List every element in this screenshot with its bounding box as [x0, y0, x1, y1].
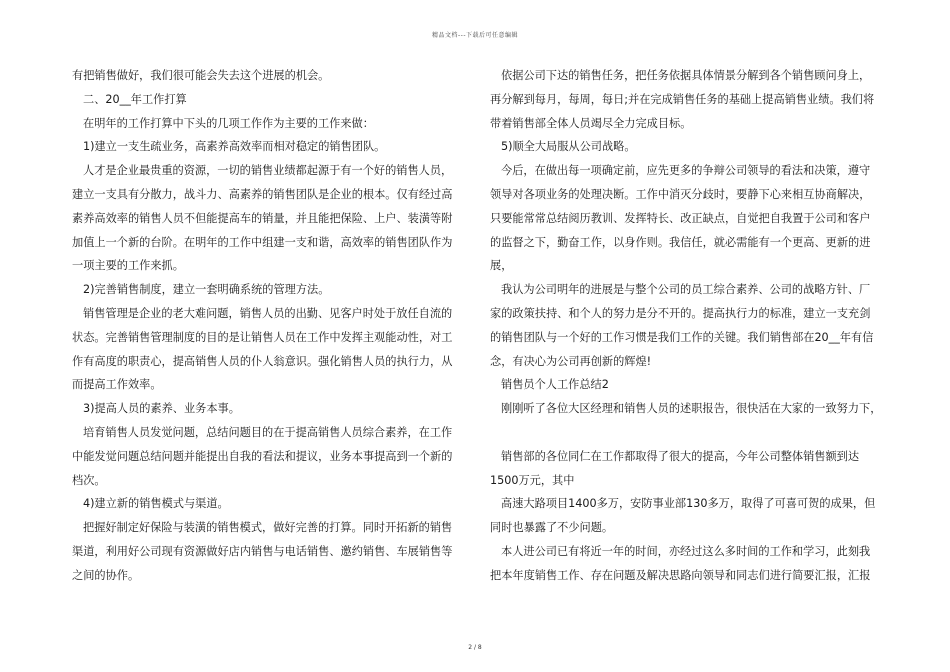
text-line: 家的政策扶持、和个人的努力是分不开的。提高执行力的标准，建立一支充剑: [490, 306, 871, 320]
text-line: 销售管理是企业的老大难问题，销售人员的出勤、见客户时处于放任自流的: [83, 306, 453, 320]
text-line: 的销售团队与一个好的工作习惯是我们工作的关键。我们销售部在20__年有信: [490, 330, 874, 344]
text-line: 在明年的工作打算中下头的几项工作作为主要的工作来做：: [83, 116, 374, 130]
text-line: 今后，在做出每一项确定前，应先更多的争辩公司领导的看法和决策，遵守: [501, 164, 871, 178]
text-line: 4)建立新的销售模式与渠道。: [83, 497, 229, 511]
text-line: 加值上一个新的台阶。在明年的工作中组建一支和谐，高效率的销售团队作为: [72, 235, 453, 249]
text-line: 素养高效率的销售人员不但能提高车的销量，并且能把保险、上户、装潢等附: [72, 211, 453, 225]
text-line: 把握好制定好保险与装潢的销售模式，做好完善的打算。同时开拓新的销售: [83, 521, 453, 535]
text-line: 有把销售做好，我们很可能会失去这个进展的机会。: [72, 69, 330, 82]
text-line: 展，: [490, 259, 513, 273]
text-line: 带着销售部全体人员竭尽全力完成目标。: [490, 116, 692, 130]
text-line: 2)完善销售制度，建立一套明确系统的管理方法。: [83, 283, 330, 297]
left-text-column: [72, 64, 454, 588]
text-line: 依据公司下达的销售任务，把任务依据具体情景分解到各个销售顾问身上，: [501, 69, 871, 82]
text-line: 把本年度销售工作、存在问题及解决思路向领导和同志们进行简要汇报，汇报: [490, 568, 871, 582]
text-line: 再分解到每月，每周，每日;并在完成销售任务的基础上提高销售业绩。我们将: [490, 92, 875, 106]
page-header: 精品文档---下载后可任意编辑: [432, 32, 518, 39]
text-line: 本人进公司已有将近一年的时间，亦经过这么多时间的工作和学习，此刻我: [501, 544, 871, 558]
page-number: 2 / 8: [468, 644, 482, 651]
text-line: 我认为公司明年的进展是与整个公司的员工综合素养、公司的战略方针、厂: [501, 283, 871, 297]
text-line: 销售部的各位同仁在工作都取得了很大的提高，今年公司整体销售额到达: [501, 449, 860, 463]
text-line: 刚刚听了各位大区经理和销售人员的述职报告，很快活在大家的一致努力下，: [501, 402, 882, 416]
text-line: 3)提高人员的素养、业务本事。: [83, 402, 240, 416]
text-line: 档次。: [72, 473, 106, 487]
text-line: 人才是企业最贵重的资源，一切的销售业绩都起源于有一个好的销售人员，: [83, 164, 453, 178]
text-line: 只要能常常总结阅历教训、发挥特长、改正缺点，自觉把自我置于公司和客户: [490, 211, 871, 225]
text-line: 1500万元，其中: [490, 473, 575, 487]
text-line: 高速大路项目1400多万，安防事业部130多万，取得了可喜可贺的成果，但: [501, 497, 876, 511]
text-line: 念，有决心为公司再创新的辉煌!: [490, 354, 652, 368]
text-line: 销售员个人工作总结2: [501, 378, 609, 392]
right-text-column: [490, 64, 882, 588]
text-line: 渠道，利用好公司现有资源做好店内销售与电话销售、邀约销售、车展销售等: [72, 544, 453, 558]
text-line: 二、20__年工作打算: [83, 92, 187, 106]
text-line: 建立一支具有分散力，战斗力、高素养的销售团队是企业的根本。仅有经过高: [72, 187, 453, 201]
text-line: 的监督之下，勤奋工作，以身作则。我信任，就必需能有一个更高、更新的进: [490, 235, 871, 249]
text-line: 中能发觉问题总结问题并能提出自我的看法和提议，业务本事提高到一个新的: [72, 449, 453, 463]
text-line: [490, 421, 878, 445]
text-line: 状态。完善销售管理制度的目的是让销售人员在工作中发挥主观能动性，对工: [72, 330, 453, 344]
text-line: 培育销售人员发觉问题，总结问题目的在于提高销售人员综合素养，在工作: [83, 425, 453, 439]
text-line: 之间的协作。: [72, 568, 140, 582]
text-line: 而提高工作效率。: [72, 378, 162, 392]
text-line: 同时也暴露了不少问题。: [490, 521, 614, 535]
text-line: 领导对各项业务的处理决断。工作中消灭分歧时，要静下心来相互协商解决，: [490, 187, 871, 201]
text-line: 5)顺全大局服从公司战略。: [501, 140, 636, 154]
text-line: 作有高度的职责心，提高销售人员的仆人翁意识。强化销售人员的执行力，从: [72, 354, 453, 368]
text-line: 一项主要的工作来抓。: [72, 259, 184, 273]
text-line: 1)建立一支生疏业务，高素养高效率而相对稳定的销售团队。: [83, 140, 386, 154]
